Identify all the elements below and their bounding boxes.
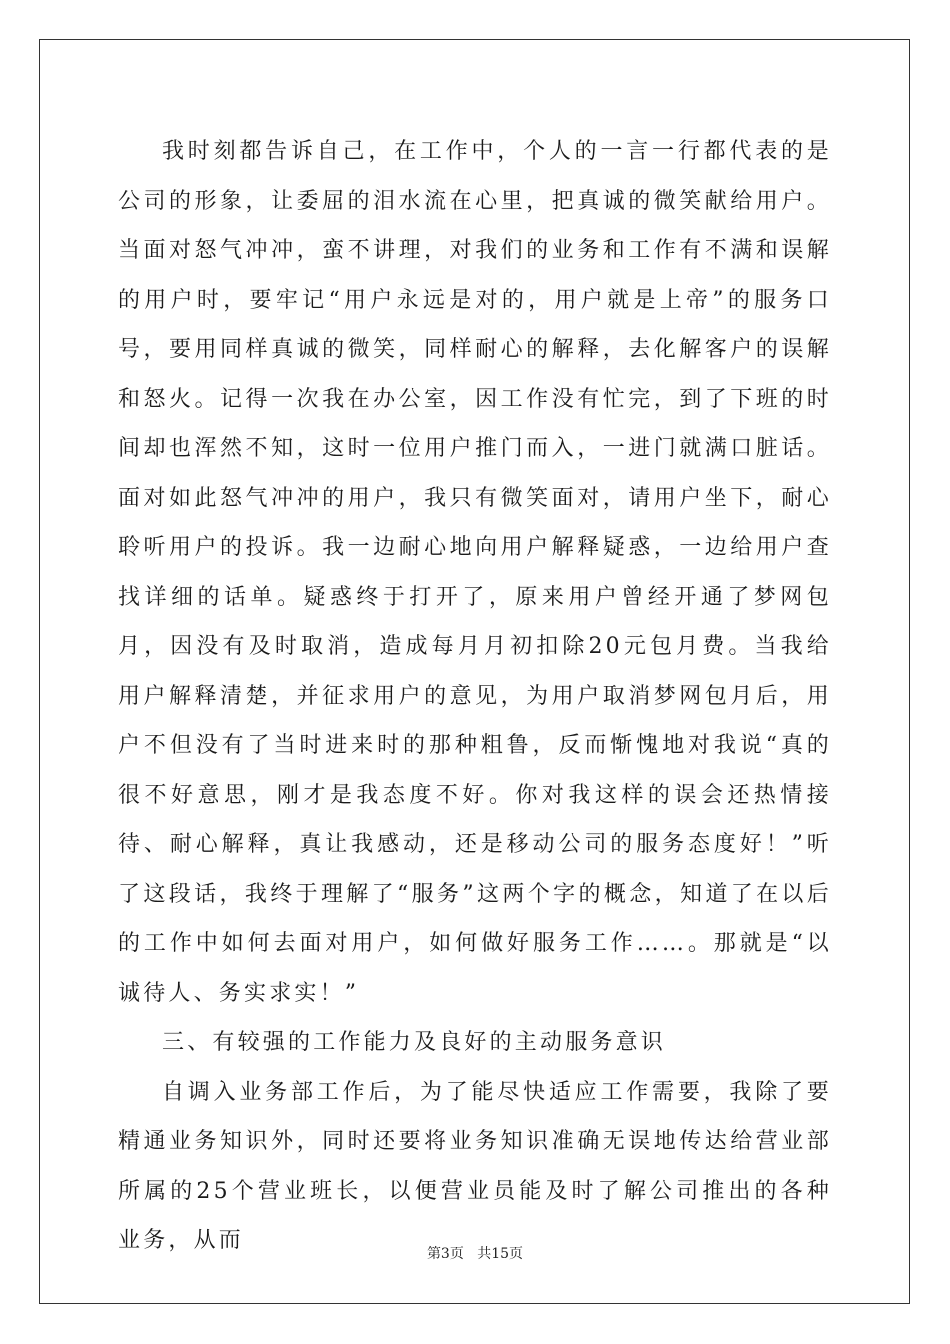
paragraph-business-department: 自调入业务部工作后，为了能尽快适应工作需要，我除了要精通业务知识外，同时还要将业务知识准确无误地传达给营业部所属的25个营业班长，以便营业员能及时了解公司推出的各种业务，从而 [118,1079,832,1253]
page-footer [0,1245,950,1263]
document-body [118,127,832,1266]
page-number: 第3页 [426,1246,464,1262]
page-total: 共15页 [477,1246,524,1262]
section-heading-work-ability: 三、有较强的工作能力及良好的主动服务意识 [162,1030,667,1055]
paragraph-service-attitude: 我时刻都告诉自己，在工作中，个人的一言一行都代表的是公司的形象，让委屈的泪水流在心里，把真诚的微笑献给用户。当面对怒气冲冲，蛮不讲理，对我们的业务和工作有不满和误解的用户时，要牢记“用户永远是对的，用户就是上帝”的服务口号，要用同样真诚的微笑，同样耐心的解释，去化解客户的误解和怒火。记得一次我在办公室，因工作没有忙完，到了下班的时间却也浑然不知，这时一位用户推门而入，一进门就满口脏话。面对如此怒气冲冲的用户，我只有微笑面对，请用户坐下，耐心聆听用户的投诉。我一边耐心地向用户解释疑惑，一边给用户查找详细的话单。疑惑终于打开了，原来用户曾经开通了梦网包月，因没有及时取消，造成每月月初扣除20元包月费。当我给用户解释清楚，并征求用户的意见，为用户取消梦网包月后，用户不但没有了当时进来时的那种粗鲁，反而惭愧地对我说“真的很不好意思，刚才是我态度不好。你对我这样的误会还热情接待、耐心解释，真让我感动，还是移动公司的服务态度好！”听了这段话，我终于理解了“服务”这两个字的概念，知道了在以后的工作中如何去面对用户，如何做好服务工作……。那就是“以诚待人、务实求实！” [118,139,832,1006]
